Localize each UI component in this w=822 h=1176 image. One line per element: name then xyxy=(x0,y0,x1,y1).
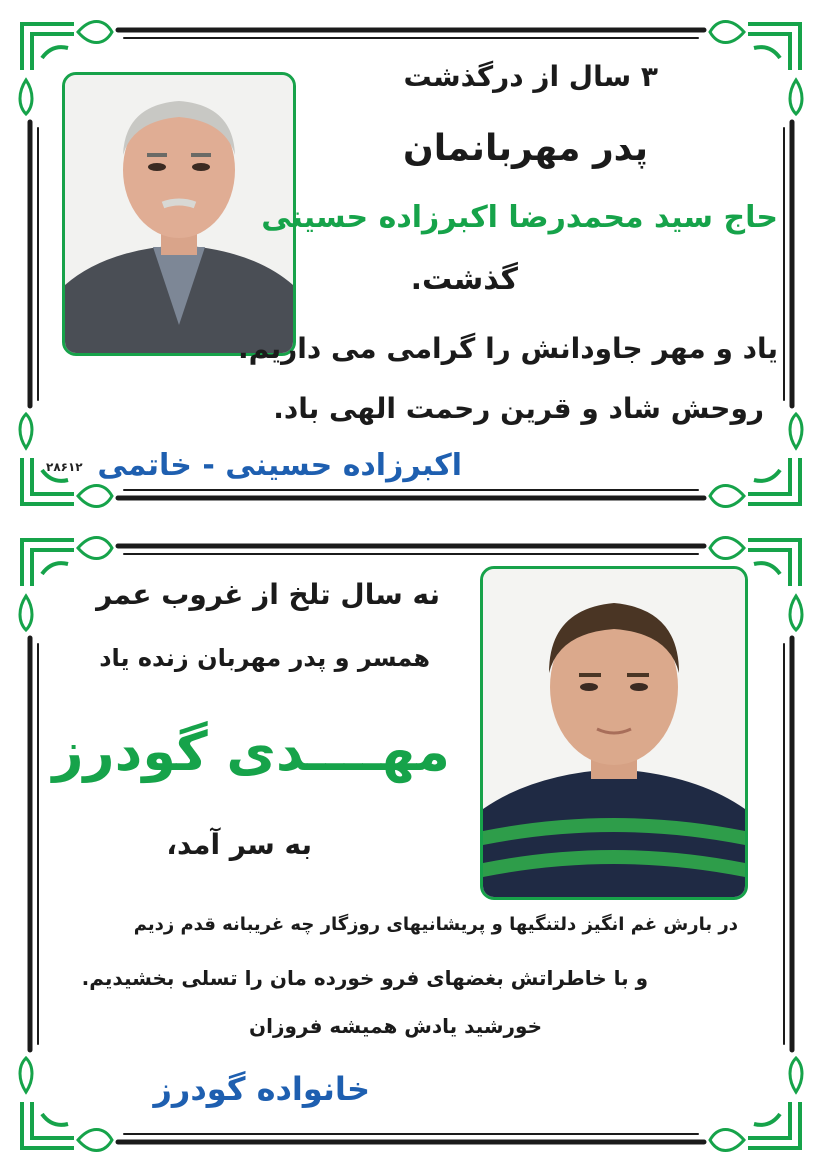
deceased-name: مهــــدی گودرز xyxy=(52,720,450,783)
years-since-passing-text: نه سال تلخ از غروب عمر xyxy=(96,578,440,611)
remembrance-text: یاد و مهر جاودانش را گرامی می داریم. xyxy=(238,332,778,365)
portrait-man-icon xyxy=(65,75,293,353)
prayer-text: روحش شاد و قرین رحمت الهی باد. xyxy=(273,392,764,425)
family-signature: خانواده گودرز xyxy=(153,1070,370,1108)
years-since-passing-text: ۳ سال از درگذشت xyxy=(403,60,658,93)
relation-text: همسر و پدر مهربان زنده یاد xyxy=(99,644,430,672)
memorial-text-3: خورشید یادش همیشه فروزان xyxy=(249,1014,542,1038)
deceased-name: حاج سید محمدرضا اکبرزاده حسینی xyxy=(261,200,778,235)
portrait-photo-2 xyxy=(480,566,748,900)
notice-code: ۲۸۶۱۲ xyxy=(46,460,83,474)
memorial-notice-1 xyxy=(14,10,808,518)
portrait-man-icon xyxy=(483,569,745,897)
relation-text: پدر مهربانمان xyxy=(403,128,648,169)
family-signature: اکبرزاده حسینی - خاتمی xyxy=(97,448,462,483)
ended-text: به سر آمد، xyxy=(166,828,312,861)
memorial-notice-2 xyxy=(14,526,808,1162)
memorial-text-1: در بارش غم انگیز دلتنگیها و پریشانیهای روزگار چه غریبانه قدم زدیم xyxy=(133,914,738,935)
passed-text: گذشت. xyxy=(410,262,518,297)
memorial-text-2: و با خاطراتش بغضهای فرو خورده مان را تسلی بخشیدیم. xyxy=(81,966,648,990)
